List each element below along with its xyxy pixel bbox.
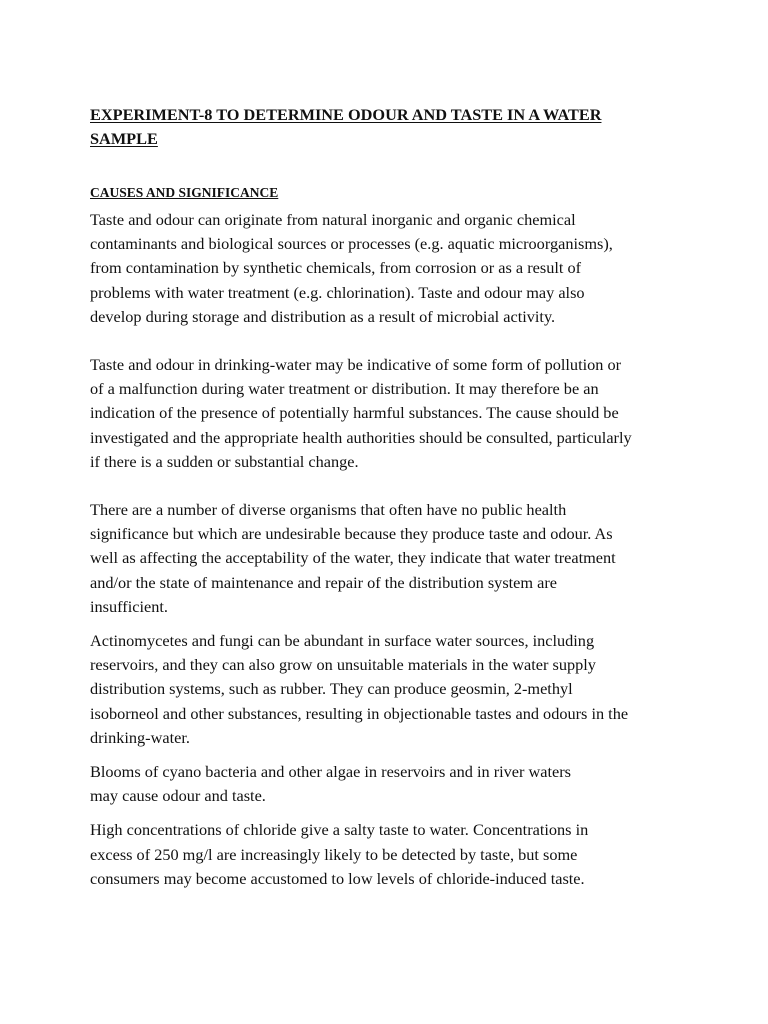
paragraph-line: consumers may become accustomed to low levels of chloride-induced taste. <box>90 868 585 888</box>
paragraph-line: reservoirs, and they can also grow on unsuitable materials in the water supply <box>90 655 596 675</box>
paragraph-line: Blooms of cyano bacteria and other algae in reservoirs and in river waters <box>90 762 572 782</box>
paragraph-line: investigated and the appropriate health authorities should be consulted, particularly <box>90 427 632 447</box>
paragraph-line: insufficient. <box>90 596 168 616</box>
paragraph-line: well as affecting the acceptability of the water, they indicate that water treatment <box>90 548 616 568</box>
paragraph-line: indication of the presence of potentially harmful substances. The cause should be <box>90 403 619 423</box>
paragraph-line: if there is a sudden or substantial change. <box>90 451 359 471</box>
paragraph-line: isoborneol and other substances, resulting in objectionable tastes and odours in the <box>90 703 629 723</box>
paragraph-3 <box>90 498 690 619</box>
paragraph-line: of a malfunction during water treatment or distribution. It may therefore be an <box>90 379 599 399</box>
paragraph-6 <box>90 818 690 891</box>
title-line-1: EXPERIMENT-8 TO DETERMINE ODOUR AND TASTE IN A WATER <box>90 105 602 124</box>
paragraph-line: may cause odour and taste. <box>90 786 266 806</box>
title-line-2: SAMPLE <box>90 129 158 148</box>
paragraph-2 <box>90 353 690 474</box>
paragraph-line: drinking-water. <box>90 727 190 747</box>
section-heading: CAUSES AND SIGNIFICANCE <box>90 185 279 200</box>
paragraph-4 <box>90 629 690 750</box>
paragraph-line: Actinomycetes and fungi can be abundant in surface water sources, including <box>90 631 595 651</box>
paragraph-line: Taste and odour in drinking-water may be indicative of some form of pollution or <box>90 355 622 375</box>
paragraph-line: develop during storage and distribution as a result of microbial activity. <box>90 306 556 326</box>
paragraph-line: excess of 250 mg/l are increasingly likely to be detected by taste, but some <box>90 844 578 864</box>
paragraph-line: contaminants and biological sources or processes (e.g. aquatic microorganisms), <box>90 234 613 254</box>
paragraph-line: and/or the state of maintenance and repair of the distribution system are <box>90 572 558 592</box>
paragraph-5 <box>90 760 690 808</box>
paragraph-line: from contamination by synthetic chemicals, from corrosion or as a result of <box>90 258 582 278</box>
paragraph-line: There are a number of diverse organisms that often have no public health <box>90 500 567 520</box>
paragraph-line: problems with water treatment (e.g. chlorination). Taste and odour may also <box>90 282 585 302</box>
paragraph-line: distribution systems, such as rubber. They can produce geosmin, 2-methyl <box>90 679 573 699</box>
document-page <box>90 103 690 891</box>
document-title <box>90 103 690 151</box>
paragraph-1 <box>90 208 690 329</box>
paragraph-line: significance but which are undesirable because they produce taste and odour. As <box>90 524 613 544</box>
paragraph-line: Taste and odour can originate from natural inorganic and organic chemical <box>90 210 576 229</box>
paragraph-line: High concentrations of chloride give a salty taste to water. Concentrations in <box>90 820 589 840</box>
